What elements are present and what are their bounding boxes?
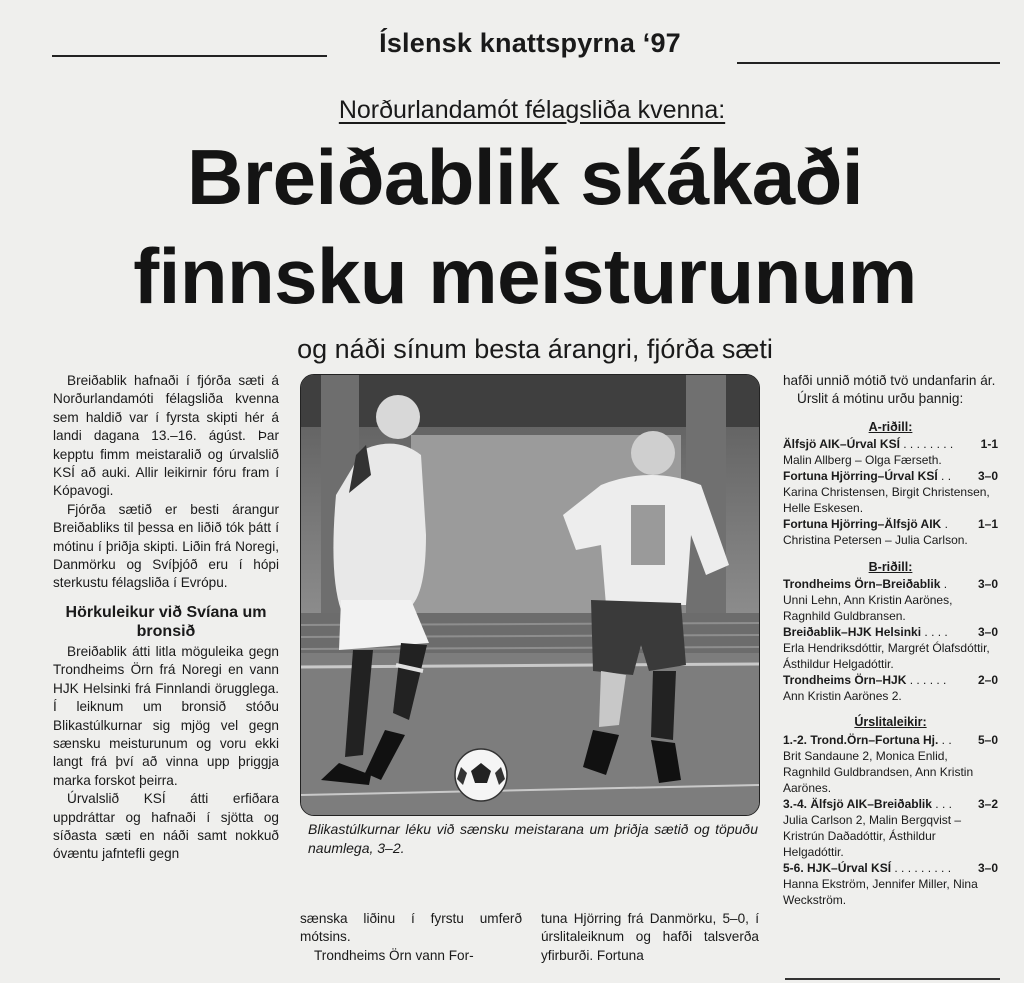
match-score: 2–0 [977,673,998,688]
match-score: 3–0 [977,861,998,876]
photo-caption: Blikastúlkurnar léku við sænsku meistarana um þriðja sætið og töpuðu naumlega, 3–2. [308,821,758,856]
match-scorers: Unni Lehn, Ann Kristin Aarönes, Ragnhild Guldbransen. [783,592,953,623]
match-score: 3–0 [977,624,998,639]
paragraph: Úrslit á mótinu urðu þannig: [797,391,964,407]
subheadline: og náði sínum besta árangri, fjórða sæti [297,334,773,364]
match-teams: Trondheims Örn–HJK [783,673,907,688]
match-scorers: Christina Petersen – Julia Carlson. [783,533,968,548]
match-scorers: Ann Kristin Aarönes 2. [783,689,902,704]
match-result [783,516,998,532]
leader-dots: . . . . . . [906,673,947,688]
match-scorers: Hanna Ekström, Jennifer Miller, Nina Weckström. [783,877,978,908]
match-score: 3–2 [977,796,998,811]
results-group-title: A-riðill: [868,419,913,434]
match-teams: Breiðablik–HJK Helsinki [783,624,922,639]
football-players-illustration [301,375,759,815]
paragraph: sænska liðinu í fyrstu umferð mótsins. [300,911,522,945]
match-score: 1–1 [977,517,998,532]
match-result [783,624,998,640]
paragraph: Trondheims Örn vann For- [314,947,474,963]
leader-dots: . . [937,469,952,484]
results-group-title: Úrslitaleikir: [854,715,927,730]
match-result [783,576,998,592]
match-photo [300,374,760,816]
match-teams: Trondheims Örn–Breiðablik [783,576,941,591]
match-result [783,672,998,688]
results-column [783,372,998,909]
match-result [783,732,998,748]
match-result [783,796,998,812]
section-title: Íslensk knattspyrna ‘97 [379,28,681,58]
match-teams: 5-6. HJK–Úrval KSÍ [783,861,892,876]
leader-dots: . . . . . . . . [899,436,954,451]
section-rule-right [737,62,1000,64]
match-teams: 3.-4. Älfsjö AIK–Breiðablik [783,796,932,811]
headline-line-2: finnsku meisturunum [133,232,917,320]
match-result [783,468,998,484]
results-group-title: B-riðill: [868,559,913,574]
article-column-3 [541,910,759,965]
match-score: 5–0 [977,732,998,747]
article-column-1 [53,372,279,864]
kicker: Norðurlandamót félagsliða kvenna: [338,96,726,124]
match-scorers: Julia Carlson 2, Malin Bergqvist – Kristrún Daðadóttir, Ásthildur Helgadóttir. [783,812,962,860]
match-teams: Fortuna Hjörring–Úrval KSÍ [783,469,938,484]
leader-dots: . [941,517,948,532]
results-group [783,559,998,705]
paragraph: tuna Hjörring frá Danmörku, 5–0, í úrslitaleiknum og hafði talsverða yfirburði. Fortuna [541,911,759,963]
match-score: 3–0 [977,576,998,591]
match-teams: 1.-2. Trond.Örn–Fortuna Hj. [783,732,939,747]
leader-dots: . [940,576,948,591]
leader-dots: . . . [931,796,952,811]
paragraph: Breiðablik átti litla möguleika gegn Trondheims Örn frá Noregi en vann HJK Helsinki frá Finnlandi örugglega. Í leiknum um bronsið stóðu Blikastúlkurnar sig mjög vel gegn sænsku meisturunum og voru ekki langt frá því að vinna upp þriggja marka forskot þeirra. [53,643,279,788]
article-subheading: Hörkuleikur við Svíana um bronsið [65,603,267,640]
leader-dots: . . . . [921,624,948,639]
section-rule-left [52,55,327,57]
match-scorers: Malin Allberg – Olga Færseth. [783,453,942,467]
match-scorers: Erla Hendriksdóttir, Margrét Ólafsdóttir, Ásthildur Helgadóttir. [783,641,990,672]
headline-line-1: Breiðablik skákaði [186,133,863,221]
match-teams: Fortuna Hjörring–Älfsjö AIK [783,517,942,532]
match-result [783,860,998,876]
match-score: 3–0 [977,469,998,484]
article-column-2 [300,910,522,965]
paragraph: Breiðablik hafnaði í fjórða sæti á Norðurlandamóti félagsliða kvenna sem haldið var í fyrsta skipti hér á landi dagana 13.–16. ágúst. Þar kepptu fimm meistaralið og úrvalslið KSÍ að auki. Allir leikirnir fóru fram í Kópavogi. [53,373,279,499]
leader-dots: . . . . . . . . . [891,861,952,876]
match-scorers: Brit Sandaune 2, Monica Enlid, Ragnhild Guldbrandsen, Ann Kristin Aarönes. [783,748,974,795]
match-teams: Älfsjö AIK–Úrval KSÍ [783,436,900,451]
match-score: 1-1 [980,436,998,451]
paragraph: hafði unnið mótið tvö undanfarin ár. [783,373,996,388]
bottom-rule [785,978,1000,980]
results-group [783,419,998,549]
leader-dots: . . [938,732,952,747]
results-group [783,714,998,908]
paragraph: Fjórða sætið er besti árangur Breiðabliks til þessa en liðið tók þátt í mótinu í þriðja skipti. Liðin frá Noregi, Danmörku og Svíþjóð eru í hópi sterkustu félagsliða í Evrópu. [53,501,279,591]
paragraph: Úrvalslið KSÍ átti erfiðara uppdráttar og hafnaði í sjötta og síðasta sæti en náði samt nokkuð óvæntu jafntefli gegn [53,791,279,862]
match-scorers: Karina Christensen, Birgit Christensen, Helle Eskesen. [783,485,990,516]
match-result [783,436,998,452]
